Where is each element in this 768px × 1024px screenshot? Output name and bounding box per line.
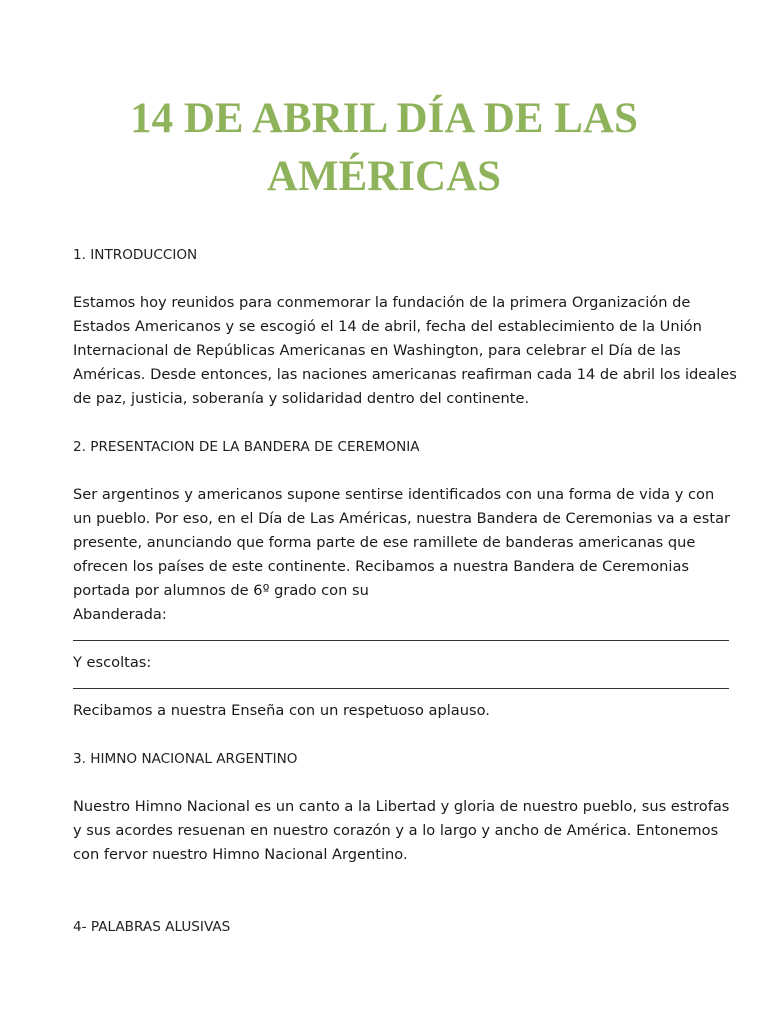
paragraph-line: Ser argentinos y americanos supone sentirse identificados con una forma de vida y con	[73, 486, 715, 503]
paragraph-line: un pueblo. Por eso, en el Día de Las Américas, nuestra Bandera de Ceremonias va a estar	[73, 510, 731, 527]
paragraph-line: Internacional de Repúblicas Americanas en Washington, para celebrar el Día de las	[73, 342, 681, 359]
section-heading-himno: 3. HIMNO NACIONAL ARGENTINO	[73, 751, 298, 767]
paragraph-line: Nuestro Himno Nacional es un canto a la Libertad y gloria de nuestro pueblo, sus estrofas	[73, 798, 730, 815]
paragraph-line: ofrecen los países de este continente. Recibamos a nuestra Bandera de Ceremonias	[73, 558, 689, 575]
escoltas-blank-line	[73, 688, 729, 689]
abanderada-label: Abanderada:	[73, 606, 167, 623]
paragraph-line: portada por alumnos de 6º grado con su	[73, 582, 369, 599]
flag-paragraph	[73, 483, 733, 603]
paragraph-line: Américas. Desde entonces, las naciones americanas reafirman cada 14 de abril los ideales	[73, 366, 737, 383]
escoltas-label: Y escoltas:	[73, 654, 152, 671]
flag-closing-line: Recibamos a nuestra Enseña con un respetuoso aplauso.	[73, 702, 490, 719]
abanderada-blank-line	[73, 640, 729, 641]
anthem-paragraph	[73, 795, 733, 867]
paragraph-line: Estamos hoy reunidos para conmemorar la fundación de la primera Organización de	[73, 294, 691, 311]
page-title	[40, 90, 728, 206]
intro-paragraph	[73, 291, 737, 411]
paragraph-line: de paz, justicia, soberanía y solidaridad dentro del continente.	[73, 390, 530, 407]
section-heading-palabras: 4- PALABRAS ALUSIVAS	[73, 919, 231, 935]
section-heading-bandera: 2. PRESENTACION DE LA BANDERA DE CEREMONIA	[73, 439, 420, 455]
paragraph-line: presente, anunciando que forma parte de ese ramillete de banderas americanas que	[73, 534, 696, 551]
title-line-2: AMÉRICAS	[266, 153, 502, 200]
paragraph-line: Estados Americanos y se escogió el 14 de abril, fecha del establecimiento de la Unión	[73, 318, 702, 335]
paragraph-line: con fervor nuestro Himno Nacional Argentino.	[73, 846, 408, 863]
section-heading-introduccion: 1. INTRODUCCION	[73, 247, 198, 263]
paragraph-line: y sus acordes resuenan en nuestro corazón y a lo largo y ancho de América. Entonemos	[73, 822, 719, 839]
title-line-1: 14 DE ABRIL DÍA DE LAS	[130, 95, 638, 142]
